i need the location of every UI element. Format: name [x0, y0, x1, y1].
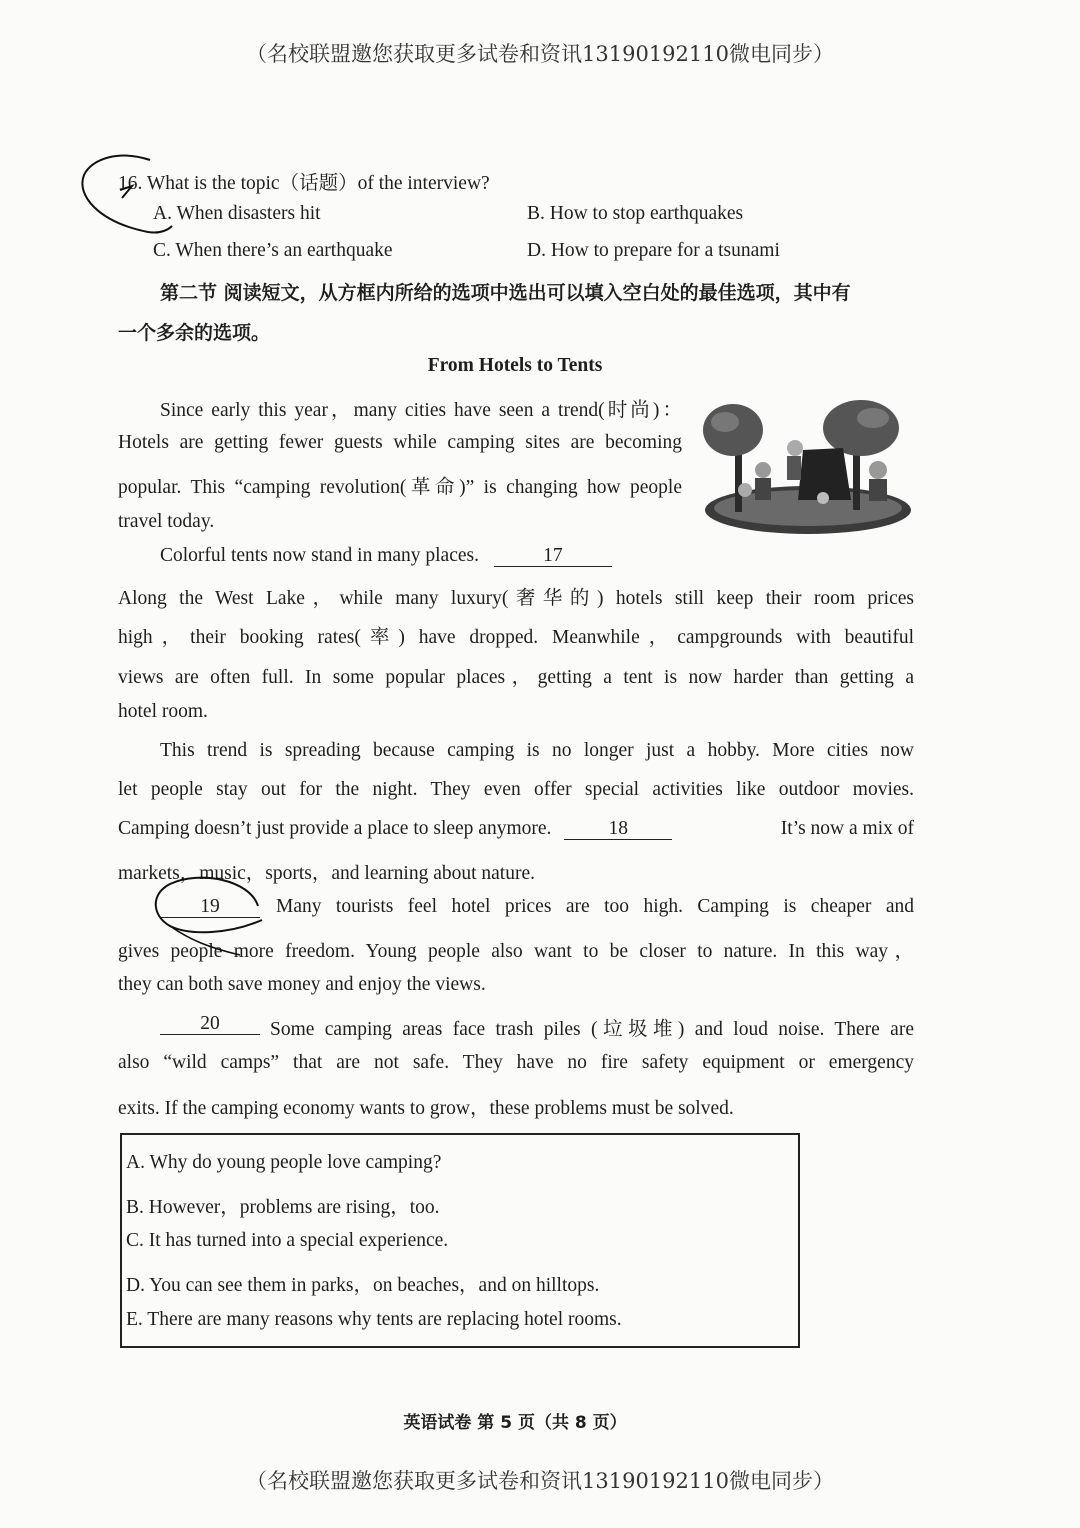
bottom-banner: （名校联盟邀您获取更多试卷和资讯13190192110微电同步）: [246, 1469, 834, 1493]
option-e[interactable]: E. There are many reasons why tents are replacing hotel rooms.: [126, 1309, 622, 1330]
p3-line: This trend is spreading because camping is no longer just a hobby. More cities now: [160, 740, 914, 761]
p4-text: Many tourists feel hotel prices are too high. Camping is cheaper and: [276, 896, 914, 917]
p4-line-with-blank: [160, 896, 956, 918]
page-footer: 英语试卷 第 5 页（共 8 页）: [403, 1413, 627, 1433]
p5-line: also “wild camps” that are not safe. They have no fire safety equipment or emergency: [118, 1052, 914, 1073]
p1-line: popular. This “camping revolution(革命)” is changing how people: [118, 477, 682, 498]
p3-text: It’s now a mix of: [780, 818, 914, 839]
p5-line-with-blank: [160, 1013, 956, 1040]
p2-line: hotel room.: [118, 701, 208, 722]
p2-line: Along the West Lake，while many luxury(奢华的) hotels still keep their room prices: [118, 588, 914, 609]
q16-stem: 16. What is the topic（话题）of the interview?: [118, 173, 490, 194]
p2-line: views are often full. In some popular places，getting a tent is now harder than getting a: [118, 667, 914, 688]
p2-first-line: [160, 545, 956, 567]
p1-line: Hotels are getting fewer guests while camping sites are becoming: [118, 432, 682, 453]
q16-option-d: D. How to prepare for a tsunami: [527, 240, 780, 261]
q16-option-a: A. When disasters hit: [153, 203, 321, 224]
options-box: [120, 1133, 800, 1348]
blank-17[interactable]: 17: [494, 546, 612, 567]
option-a[interactable]: A. Why do young people love camping?: [126, 1152, 442, 1173]
p3-line: let people stay out for the night. They even offer special activities like outdoor movies.: [118, 779, 914, 800]
p2-line: high，their booking rates(率) have dropped. Meanwhile，campgrounds with beautiful: [118, 627, 914, 648]
p1-line: travel today.: [118, 511, 215, 532]
p4-line: gives people more freedom. Young people also want to be closer to nature. In this way，: [118, 941, 914, 962]
blank-20[interactable]: 20: [160, 1014, 260, 1035]
p3-text: Camping doesn’t just provide a place to sleep anymore.: [118, 818, 552, 839]
section-instruction-line1: 第二节 阅读短文，从方框内所给的选项中选出可以填入空白处的最佳选项，其中有: [160, 282, 851, 304]
q16-option-b: B. How to stop earthquakes: [527, 203, 744, 224]
section-instruction-line2: 一个多余的选项。: [118, 322, 271, 344]
camping-illustration: [703, 400, 913, 535]
top-banner: （名校联盟邀您获取更多试卷和资讯13190192110微电同步）: [246, 42, 834, 66]
p1-line: Since early this year，many cities have seen a trend(时尚)：: [160, 400, 682, 421]
p4-line: they can both save money and enjoy the views.: [118, 974, 486, 995]
option-c[interactable]: C. It has turned into a special experience.: [126, 1230, 449, 1251]
p3-line-with-blank: [118, 818, 914, 840]
option-b[interactable]: B. However，problems are rising，too.: [126, 1197, 440, 1218]
p5-text: Some camping areas face trash piles (垃圾堆) and loud noise. There are: [270, 1019, 914, 1040]
blank-19[interactable]: 19: [160, 897, 260, 918]
passage-title: From Hotels to Tents: [427, 355, 603, 376]
option-d[interactable]: D. You can see them in parks，on beaches，and on hilltops.: [126, 1275, 600, 1296]
p3-line: markets，music，sports，and learning about nature.: [118, 863, 535, 884]
blank-18[interactable]: 18: [564, 819, 672, 840]
p5-line: exits. If the camping economy wants to grow，these problems must be solved.: [118, 1098, 734, 1119]
q16-option-c: C. When there’s an earthquake: [153, 240, 393, 261]
p2-text: Colorful tents now stand in many places.: [160, 545, 479, 566]
